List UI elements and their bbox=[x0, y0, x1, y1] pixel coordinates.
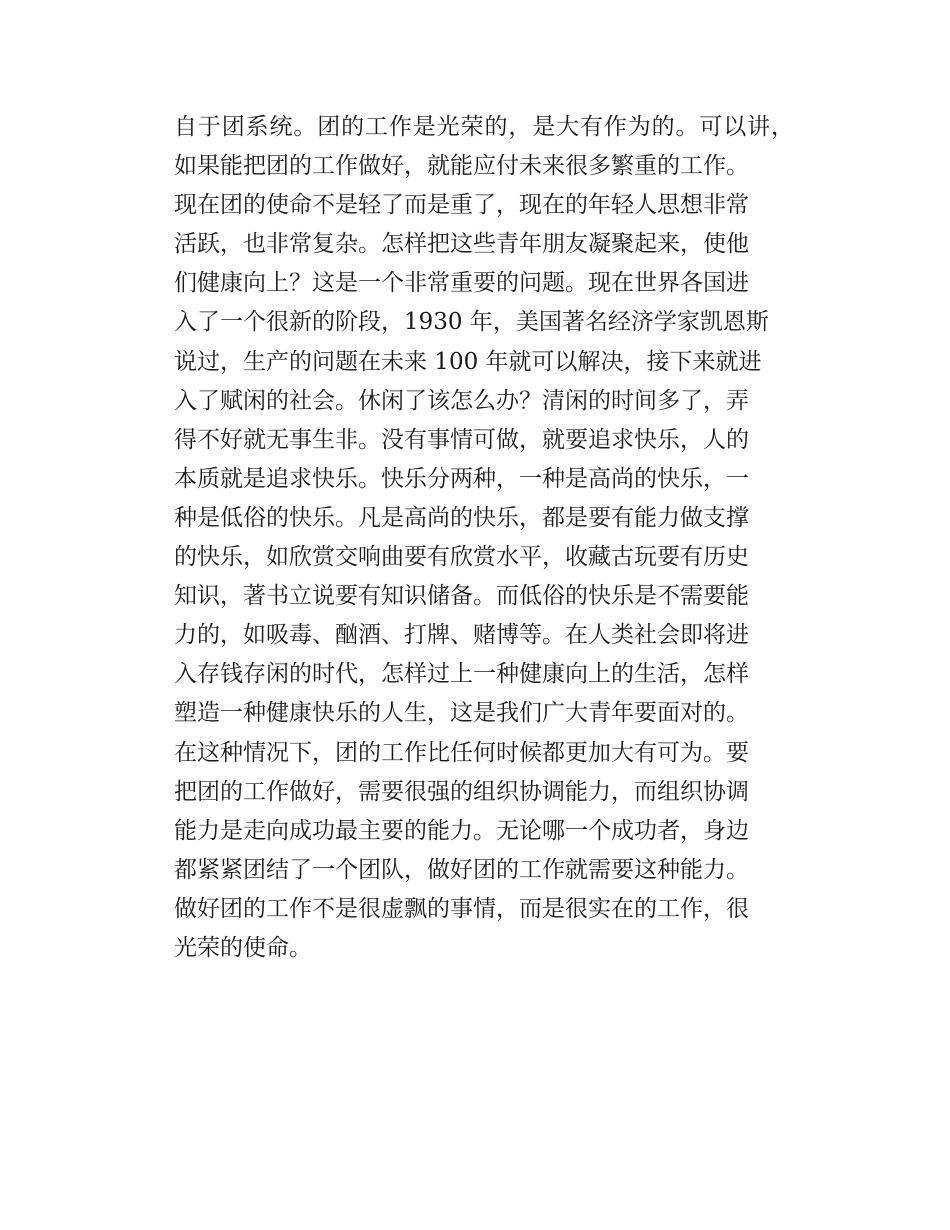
paragraph-line-16: 塑造一种健康快乐的人生，这是我们广大青年要面对的。 bbox=[174, 700, 749, 727]
paragraph-line-2: 如果能把团的工作做好，就能应付未来很多繁重的工作。 bbox=[174, 153, 749, 180]
paragraph-line-6: 入了一个很新的阶段，1930 年，美国著名经济学家凯恩斯 bbox=[174, 309, 769, 336]
paragraph-line-10: 本质就是追求快乐。快乐分两种，一种是高尚的快乐，一 bbox=[174, 465, 749, 492]
paragraph-line-17: 在这种情况下，团的工作比任何时候都更加大有可为。要 bbox=[174, 739, 749, 766]
paragraph-line-1: 自于团系统。团的工作是光荣的，是大有作为的。可以讲， bbox=[174, 114, 794, 140]
paragraph-line-7: 说过，生产的问题在未来 100 年就可以解决，接下来就进 bbox=[174, 348, 762, 375]
paragraph-line-18: 把团的工作做好，需要很强的组织协调能力，而组织协调 bbox=[174, 778, 749, 805]
paragraph-line-8: 入了赋闲的社会。休闲了该怎么办？清闲的时间多了，弄 bbox=[174, 387, 749, 414]
paragraph-line-13: 知识，著书立说要有知识储备。而低俗的快乐是不需要能 bbox=[174, 583, 749, 610]
paragraph-line-15: 入存钱存闲的时代，怎样过上一种健康向上的生活，怎样 bbox=[174, 661, 749, 688]
paragraph-line-20: 都紧紧团结了一个团队，做好团的工作就需要这种能力。 bbox=[174, 856, 749, 883]
paragraph-line-19: 能力是走向成功最主要的能力。无论哪一个成功者，身边 bbox=[174, 817, 749, 844]
paragraph-line-22: 光荣的使命。 bbox=[174, 934, 312, 961]
paragraph-line-3: 现在团的使命不是轻了而是重了，现在的年轻人思想非常 bbox=[174, 192, 749, 219]
paragraph-line-5: 们健康向上？这是一个非常重要的问题。现在世界各国进 bbox=[174, 270, 749, 297]
paragraph-line-14: 力的，如吸毒、酗酒、打牌、赌博等。在人类社会即将进 bbox=[174, 622, 749, 649]
paragraph-line-11: 种是低俗的快乐。凡是高尚的快乐，都是要有能力做支撑 bbox=[174, 504, 749, 531]
body-paragraph bbox=[174, 108, 794, 968]
paragraph-line-4: 活跃，也非常复杂。怎样把这些青年朋友凝聚起来，使他 bbox=[174, 231, 749, 258]
paragraph-line-9: 得不好就无事生非。没有事情可做，就要追求快乐，人的 bbox=[174, 426, 749, 453]
paragraph-line-12: 的快乐，如欣赏交响曲要有欣赏水平，收藏古玩要有历史 bbox=[174, 544, 749, 571]
paragraph-line-21: 做好团的工作不是很虚飘的事情，而是很实在的工作，很 bbox=[174, 895, 749, 922]
